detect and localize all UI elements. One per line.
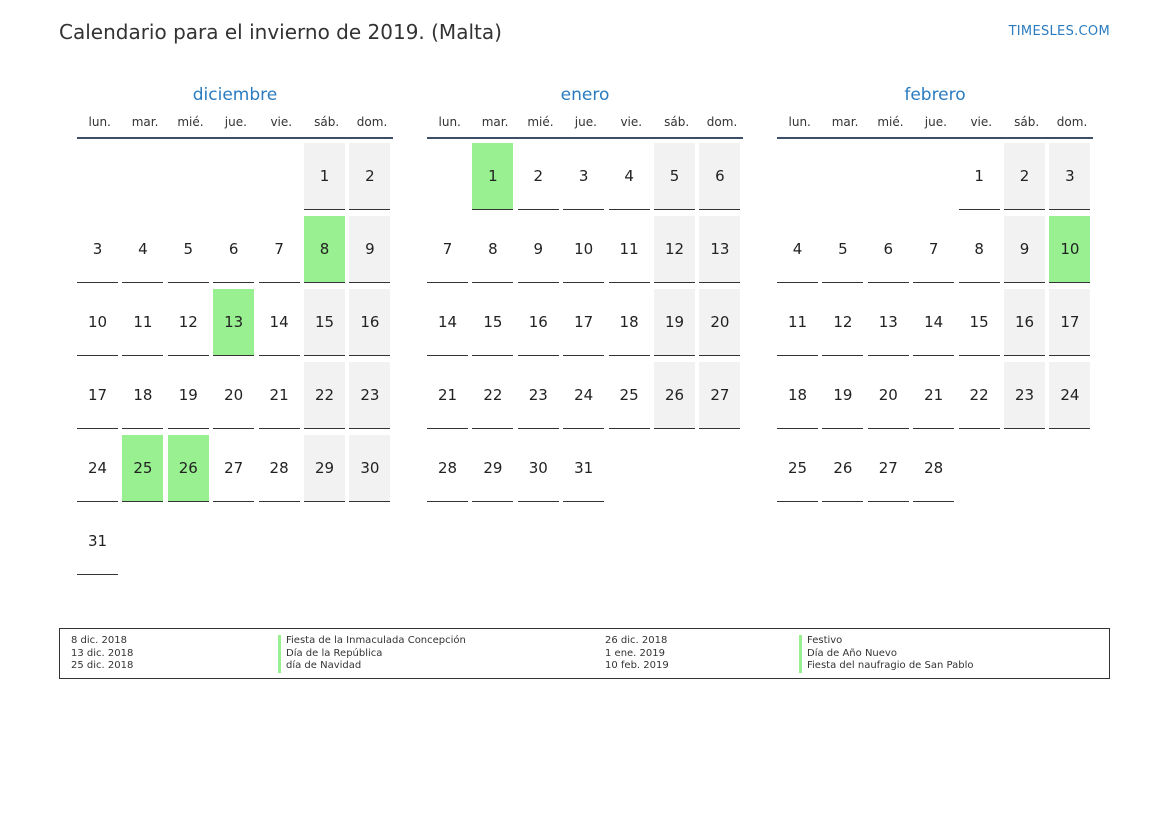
day-cell: 3 <box>1049 143 1090 210</box>
day-cell: 19 <box>654 289 695 356</box>
day-cell: 17 <box>1049 289 1090 356</box>
day-cell: 31 <box>563 435 604 502</box>
day-cell: 12 <box>654 216 695 283</box>
day-cell: 21 <box>259 362 300 429</box>
day-cell: 13 <box>868 289 909 356</box>
day-cell: 26 <box>822 435 863 502</box>
legend-names-right <box>799 635 973 673</box>
month-enero <box>427 84 743 579</box>
day-cell: 22 <box>472 362 513 429</box>
weekday-label: sáb. <box>664 115 690 129</box>
legend-names-left <box>278 635 466 673</box>
weekday-label: jue. <box>574 115 597 129</box>
day-cell: 16 <box>1004 289 1045 356</box>
day-cell: 7 <box>259 216 300 283</box>
day-cell: 2 <box>1004 143 1045 210</box>
legend-holiday-name: Día de Año Nuevo <box>807 647 897 659</box>
day-cell: 27 <box>699 362 740 429</box>
legend-holiday-name: Festivo <box>807 635 843 646</box>
day-cell: 5 <box>822 216 863 283</box>
day-cell: 14 <box>913 289 954 356</box>
day-cell: 27 <box>213 435 254 502</box>
day-cell: 2 <box>518 143 559 210</box>
holiday-day-cell: 13 <box>213 289 254 356</box>
page-title: Calendario para el invierno de 2019. (Malta) <box>59 20 502 44</box>
weekday-label: lun. <box>438 115 461 129</box>
month-diciembre <box>77 84 393 579</box>
day-grid <box>77 139 393 579</box>
day-cell: 2 <box>349 143 390 210</box>
day-cell: 18 <box>122 362 163 429</box>
month-title: enero <box>560 85 610 105</box>
day-cell: 1 <box>959 143 1000 210</box>
weekday-label: vie. <box>620 115 643 129</box>
weekday-label: jue. <box>224 115 247 129</box>
day-cell: 7 <box>913 216 954 283</box>
holiday-day-cell: 25 <box>122 435 163 502</box>
legend-date: 1 ene. 2019 <box>605 647 665 659</box>
day-cell: 28 <box>259 435 300 502</box>
holiday-day-cell: 26 <box>168 435 209 502</box>
day-cell: 15 <box>304 289 345 356</box>
legend-date: 13 dic. 2018 <box>71 647 134 659</box>
holiday-day-cell: 8 <box>304 216 345 283</box>
day-cell: 12 <box>822 289 863 356</box>
day-cell: 17 <box>77 362 118 429</box>
day-cell: 11 <box>122 289 163 356</box>
weekday-label: vie. <box>970 115 993 129</box>
day-cell: 8 <box>472 216 513 283</box>
day-cell: 18 <box>609 289 650 356</box>
day-cell: 6 <box>213 216 254 283</box>
day-cell: 7 <box>427 216 468 283</box>
day-cell: 6 <box>699 143 740 210</box>
legend-date: 8 dic. 2018 <box>71 635 127 646</box>
weekday-label: mié. <box>527 115 554 129</box>
weekday-header <box>427 115 743 139</box>
day-cell: 24 <box>77 435 118 502</box>
weekday-label: mié. <box>177 115 204 129</box>
day-cell: 4 <box>609 143 650 210</box>
day-cell: 18 <box>777 362 818 429</box>
day-cell: 23 <box>518 362 559 429</box>
day-grid <box>777 139 1093 579</box>
day-cell: 9 <box>518 216 559 283</box>
day-grid <box>427 139 743 579</box>
holiday-day-cell: 10 <box>1049 216 1090 283</box>
weekday-label: lun. <box>88 115 111 129</box>
day-cell: 28 <box>427 435 468 502</box>
day-cell: 3 <box>77 216 118 283</box>
day-cell: 28 <box>913 435 954 502</box>
day-cell: 30 <box>518 435 559 502</box>
day-cell: 29 <box>472 435 513 502</box>
day-cell: 9 <box>349 216 390 283</box>
day-cell: 15 <box>959 289 1000 356</box>
day-cell: 21 <box>427 362 468 429</box>
day-cell: 19 <box>168 362 209 429</box>
weekday-label: vie. <box>270 115 293 129</box>
legend-dates-left <box>71 635 133 673</box>
day-cell: 25 <box>609 362 650 429</box>
weekday-label: mar. <box>481 115 509 129</box>
legend-dates-right <box>605 635 669 673</box>
day-cell: 19 <box>822 362 863 429</box>
weekday-header <box>777 115 1093 139</box>
day-cell: 8 <box>959 216 1000 283</box>
weekday-header <box>77 115 393 139</box>
legend-date: 25 dic. 2018 <box>71 660 134 671</box>
weekday-label: dom. <box>1056 115 1088 129</box>
day-cell: 27 <box>868 435 909 502</box>
day-cell: 5 <box>654 143 695 210</box>
legend-date: 26 dic. 2018 <box>605 635 668 646</box>
day-cell: 10 <box>77 289 118 356</box>
weekday-label: jue. <box>924 115 947 129</box>
day-cell: 20 <box>868 362 909 429</box>
day-cell: 14 <box>259 289 300 356</box>
day-cell: 11 <box>609 216 650 283</box>
day-cell: 13 <box>699 216 740 283</box>
day-cell: 11 <box>777 289 818 356</box>
legend-holiday-name: Día de la República <box>286 647 383 659</box>
weekday-label: mié. <box>877 115 904 129</box>
day-cell: 10 <box>563 216 604 283</box>
weekday-label: sáb. <box>1014 115 1040 129</box>
day-cell: 14 <box>427 289 468 356</box>
day-cell: 4 <box>122 216 163 283</box>
day-cell: 12 <box>168 289 209 356</box>
weekday-label: mar. <box>131 115 159 129</box>
day-cell: 6 <box>868 216 909 283</box>
month-febrero <box>777 84 1093 579</box>
day-cell: 1 <box>304 143 345 210</box>
day-cell: 23 <box>1004 362 1045 429</box>
day-cell: 15 <box>472 289 513 356</box>
day-cell: 24 <box>1049 362 1090 429</box>
day-cell: 5 <box>168 216 209 283</box>
day-cell: 23 <box>349 362 390 429</box>
holiday-legend <box>59 628 1110 679</box>
site-link[interactable]: TIMESLES.COM <box>1008 24 1110 39</box>
day-cell: 24 <box>563 362 604 429</box>
day-cell: 3 <box>563 143 604 210</box>
day-cell: 17 <box>563 289 604 356</box>
weekday-label: sáb. <box>314 115 340 129</box>
weekday-label: dom. <box>706 115 738 129</box>
day-cell: 26 <box>654 362 695 429</box>
day-cell: 20 <box>699 289 740 356</box>
day-cell: 16 <box>518 289 559 356</box>
holiday-day-cell: 1 <box>472 143 513 210</box>
day-cell: 4 <box>777 216 818 283</box>
day-cell: 21 <box>913 362 954 429</box>
legend-holiday-name: día de Navidad <box>286 660 362 671</box>
day-cell: 31 <box>77 508 118 575</box>
weekday-label: dom. <box>356 115 388 129</box>
weekday-label: mar. <box>831 115 859 129</box>
day-cell: 9 <box>1004 216 1045 283</box>
month-title: diciembre <box>192 85 278 105</box>
legend-holiday-name: Fiesta del naufragio de San Pablo <box>807 660 974 671</box>
legend-date: 10 feb. 2019 <box>605 660 669 671</box>
legend-holiday-name: Fiesta de la Inmaculada Concepción <box>286 635 466 646</box>
day-cell: 22 <box>304 362 345 429</box>
month-title: febrero <box>904 85 966 105</box>
day-cell: 25 <box>777 435 818 502</box>
day-cell: 22 <box>959 362 1000 429</box>
day-cell: 30 <box>349 435 390 502</box>
day-cell: 16 <box>349 289 390 356</box>
day-cell: 20 <box>213 362 254 429</box>
weekday-label: lun. <box>788 115 811 129</box>
day-cell: 29 <box>304 435 345 502</box>
